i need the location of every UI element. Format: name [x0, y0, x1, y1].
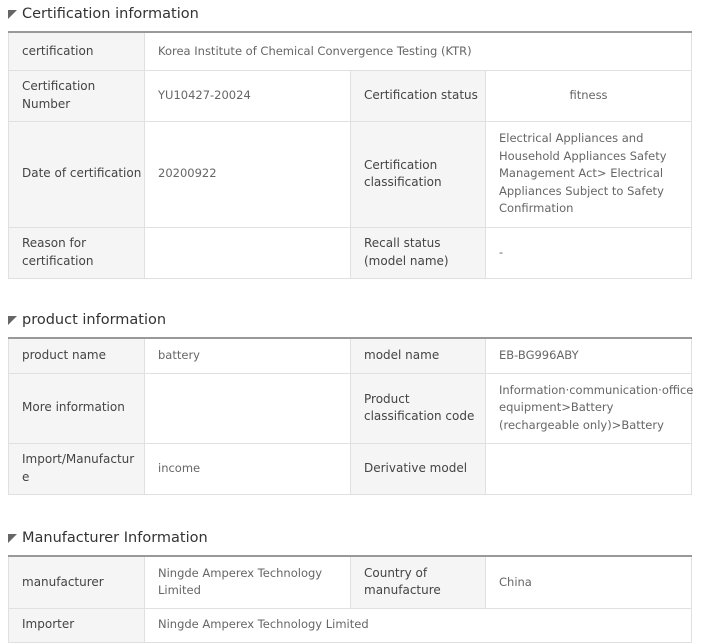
- certification-table: [8, 31, 692, 279]
- triangle-bullet-icon: [8, 10, 17, 19]
- classification-label: Certification classification: [351, 121, 486, 227]
- model-name-label: model name: [351, 338, 486, 373]
- section-title: Certification information: [22, 6, 199, 22]
- manufacturer-section: [8, 527, 691, 643]
- section-heading: [8, 527, 691, 549]
- certification-section: [8, 3, 691, 279]
- more-info-value: [145, 373, 351, 443]
- certification-value: Korea Institute of Chemical Convergence Testing (KTR): [145, 32, 692, 70]
- importer-label: Importer: [9, 608, 145, 642]
- table-row: [9, 556, 692, 608]
- date-label: Date of certification: [9, 121, 145, 227]
- more-info-label: More information: [9, 373, 145, 443]
- import-manufacture-value: income: [145, 443, 351, 494]
- table-row: [9, 121, 692, 227]
- table-row: [9, 608, 692, 642]
- manufacturer-label: manufacturer: [9, 556, 145, 608]
- model-name-value: EB-BG996ABY: [486, 338, 692, 373]
- product-name-value: battery: [145, 338, 351, 373]
- reason-label: Reason for certification: [9, 227, 145, 278]
- derivative-model-label: Derivative model: [351, 443, 486, 494]
- table-row: [9, 227, 692, 278]
- classification-code-label: Product classification code: [351, 373, 486, 443]
- certification-number-label: Certification Number: [9, 70, 145, 121]
- classification-code-value: Information·communication·office equipment>Battery (rechargeable only)>Battery: [486, 373, 692, 443]
- section-title: product information: [22, 312, 167, 328]
- table-row: [9, 373, 692, 443]
- table-row: [9, 70, 692, 121]
- certification-status-label: Certification status: [351, 70, 486, 121]
- section-heading: [8, 3, 691, 25]
- triangle-bullet-icon: [8, 534, 17, 543]
- product-section: [8, 309, 694, 495]
- section-title: Manufacturer Information: [22, 530, 208, 546]
- classification-value: Electrical Appliances and Household Appliances Safety Management Act> Electrical Appliances Subject to Safety Confirmation: [486, 121, 692, 227]
- section-heading: [8, 309, 691, 331]
- recall-value: -: [486, 227, 692, 278]
- derivative-model-value: [486, 443, 692, 494]
- country-label: Country of manufacture: [351, 556, 486, 608]
- import-manufacture-label: Import/Manufactur e: [9, 443, 145, 494]
- triangle-bullet-icon: [8, 316, 17, 325]
- table-row: [9, 338, 692, 373]
- certification-label: certification: [9, 32, 145, 70]
- certification-status-value: fitness: [486, 70, 692, 121]
- recall-label: Recall status (model name): [351, 227, 486, 278]
- certification-number-value: YU10427-20024: [145, 70, 351, 121]
- manufacturer-table: [8, 555, 692, 643]
- reason-value: [145, 227, 351, 278]
- table-row: [9, 32, 692, 70]
- importer-value: Ningde Amperex Technology Limited: [145, 608, 692, 642]
- product-name-label: product name: [9, 338, 145, 373]
- product-table: [8, 337, 692, 495]
- manufacturer-value: Ningde Amperex Technology Limited: [145, 556, 351, 608]
- date-value: 20200922: [145, 121, 351, 227]
- table-row: [9, 443, 692, 494]
- country-value: China: [486, 556, 692, 608]
